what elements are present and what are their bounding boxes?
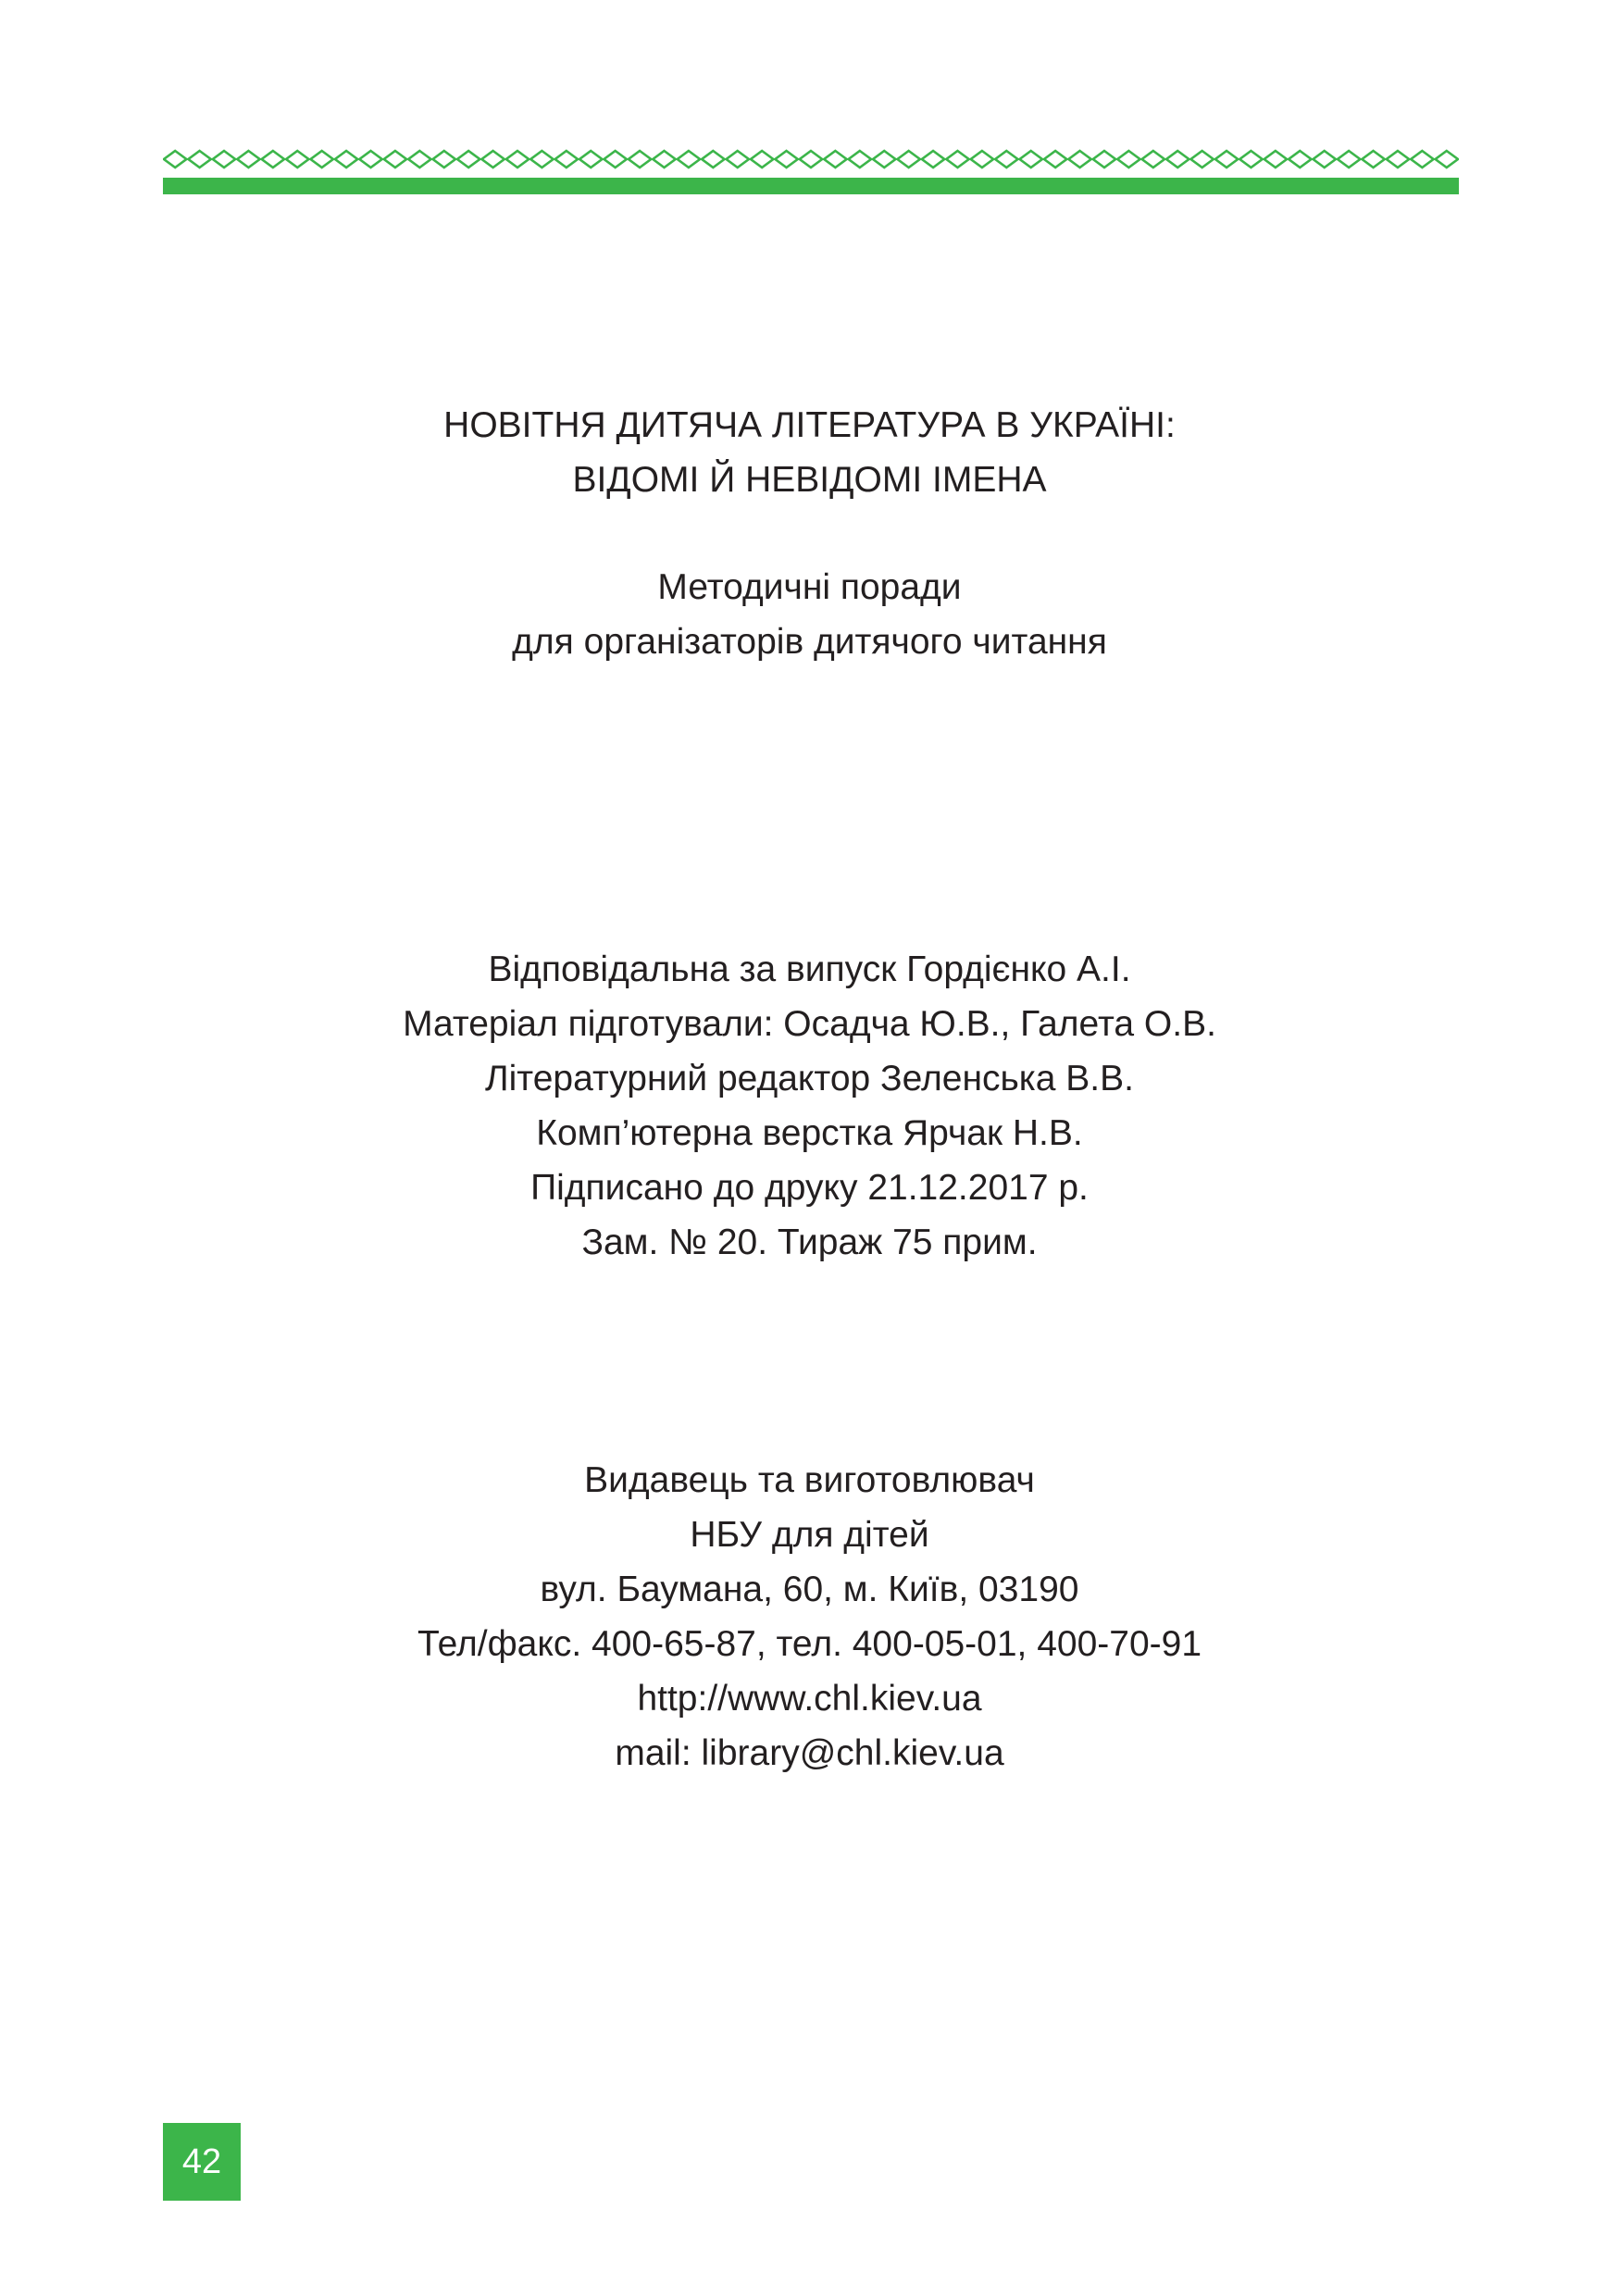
diamond-ornament-mark bbox=[1289, 151, 1311, 168]
diamond-ornament-mark bbox=[824, 151, 846, 168]
diamond-ornament-mark bbox=[1093, 151, 1115, 168]
diamond-ornament-mark bbox=[1142, 151, 1164, 168]
diamond-ornament-mark bbox=[481, 151, 504, 168]
book-title-line: ВІДОМІ Й НЕВІДОМІ ІМЕНА bbox=[572, 460, 1047, 500]
diamond-ornament-mark bbox=[702, 151, 724, 168]
diamond-ornament-mark bbox=[237, 151, 259, 168]
book-title-line: НОВІТНЯ ДИТЯЧА ЛІТЕРАТУРА В УКРАЇНІ: bbox=[443, 405, 1176, 445]
diamond-ornament-mark bbox=[1436, 151, 1458, 168]
diamond-ornament-mark bbox=[286, 151, 308, 168]
diamond-ornament-mark bbox=[800, 151, 822, 168]
publisher-line: Видавець та виготовлювач bbox=[584, 1460, 1035, 1500]
diamond-ornament-mark bbox=[579, 151, 602, 168]
diamond-ornament-mark bbox=[922, 151, 944, 168]
diamond-ornament-mark bbox=[555, 151, 578, 168]
header-green-bar bbox=[163, 178, 1459, 194]
green-diamond-border-icon bbox=[163, 144, 1459, 196]
book-subtitle-line: Методичні поради bbox=[657, 567, 962, 607]
diamond-ornament-mark bbox=[262, 151, 284, 168]
diamond-ornament-mark bbox=[164, 151, 186, 168]
credit-line: Зам. № 20. Тираж 75 прим. bbox=[581, 1222, 1038, 1262]
diamond-ornament-mark bbox=[1264, 151, 1287, 168]
diamond-ornament-mark bbox=[678, 151, 700, 168]
diamond-ornament-mark bbox=[335, 151, 357, 168]
diamond-ornament-mark bbox=[1314, 151, 1336, 168]
credits-section bbox=[0, 942, 1619, 1270]
diamond-ornament-mark bbox=[727, 151, 749, 168]
publisher-line: вул. Баумана, 60, м. Київ, 03190 bbox=[540, 1570, 1079, 1609]
diamond-ornament-mark bbox=[629, 151, 651, 168]
diamond-ornament-mark bbox=[1044, 151, 1066, 168]
diamond-ornament-mark bbox=[213, 151, 235, 168]
diamond-ornament-mark bbox=[1215, 151, 1238, 168]
credit-line: Комп’ютерна верстка Ярчак Н.В. bbox=[536, 1113, 1083, 1153]
credit-line: Літературний редактор Зеленська В.В. bbox=[485, 1059, 1134, 1098]
diamond-ornament-mark bbox=[1117, 151, 1140, 168]
diamond-ornament-mark bbox=[1166, 151, 1189, 168]
diamond-ornament-mark bbox=[775, 151, 797, 168]
diamond-ornament-mark bbox=[1190, 151, 1213, 168]
diamond-ornament-mark bbox=[1362, 151, 1384, 168]
diamond-ornament-mark bbox=[1387, 151, 1409, 168]
credit-line: Матеріал підготували: Осадча Ю.В., Галета О.В. bbox=[403, 1004, 1216, 1044]
diamond-ornament-mark bbox=[1239, 151, 1262, 168]
diamond-ornament-mark bbox=[530, 151, 553, 168]
book-title bbox=[0, 398, 1619, 507]
diamond-ornament-mark bbox=[1411, 151, 1433, 168]
diamond-ornament-mark bbox=[310, 151, 332, 168]
diamond-ornament-mark bbox=[433, 151, 455, 168]
publisher-url[interactable]: http://www.chl.kiev.ua bbox=[637, 1679, 982, 1719]
diamond-ornament-mark bbox=[849, 151, 871, 168]
diamond-ornament-mark bbox=[604, 151, 626, 168]
diamond-ornament-mark bbox=[971, 151, 993, 168]
diamond-ornament-mark bbox=[457, 151, 479, 168]
credit-line: Підписано до друку 21.12.2017 р. bbox=[530, 1168, 1089, 1208]
diamond-ornament-mark bbox=[946, 151, 968, 168]
publisher-section bbox=[0, 1453, 1619, 1781]
diamond-ornament-mark bbox=[384, 151, 406, 168]
diamond-ornament-mark bbox=[995, 151, 1017, 168]
publisher-line: Тел/факс. 400-65-87, тел. 400-05-01, 400-70-91 bbox=[417, 1624, 1202, 1664]
book-subtitle-line: для організаторів дитячого читання bbox=[512, 622, 1107, 662]
book-subtitle bbox=[0, 560, 1619, 669]
diamond-ornament-mark bbox=[653, 151, 675, 168]
diamond-ornament-mark bbox=[1020, 151, 1042, 168]
diamond-ornament-mark bbox=[1338, 151, 1360, 168]
credit-line: Відповідальна за випуск Гордієнко А.І. bbox=[488, 949, 1131, 989]
diamond-ornament-mark bbox=[188, 151, 210, 168]
publisher-line: НБУ для дітей bbox=[690, 1515, 929, 1555]
diamond-ornament-mark bbox=[873, 151, 895, 168]
publisher-email[interactable]: mail: library@chl.kiev.ua bbox=[615, 1733, 1004, 1773]
diamond-ornament-mark bbox=[359, 151, 381, 168]
diamond-ornament-mark bbox=[897, 151, 919, 168]
diamond-ornament-mark bbox=[506, 151, 529, 168]
page-number: 42 bbox=[163, 2123, 241, 2201]
diamond-ornament-mark bbox=[408, 151, 430, 168]
diamond-ornament-mark bbox=[751, 151, 773, 168]
diamond-ornament-mark bbox=[1068, 151, 1090, 168]
